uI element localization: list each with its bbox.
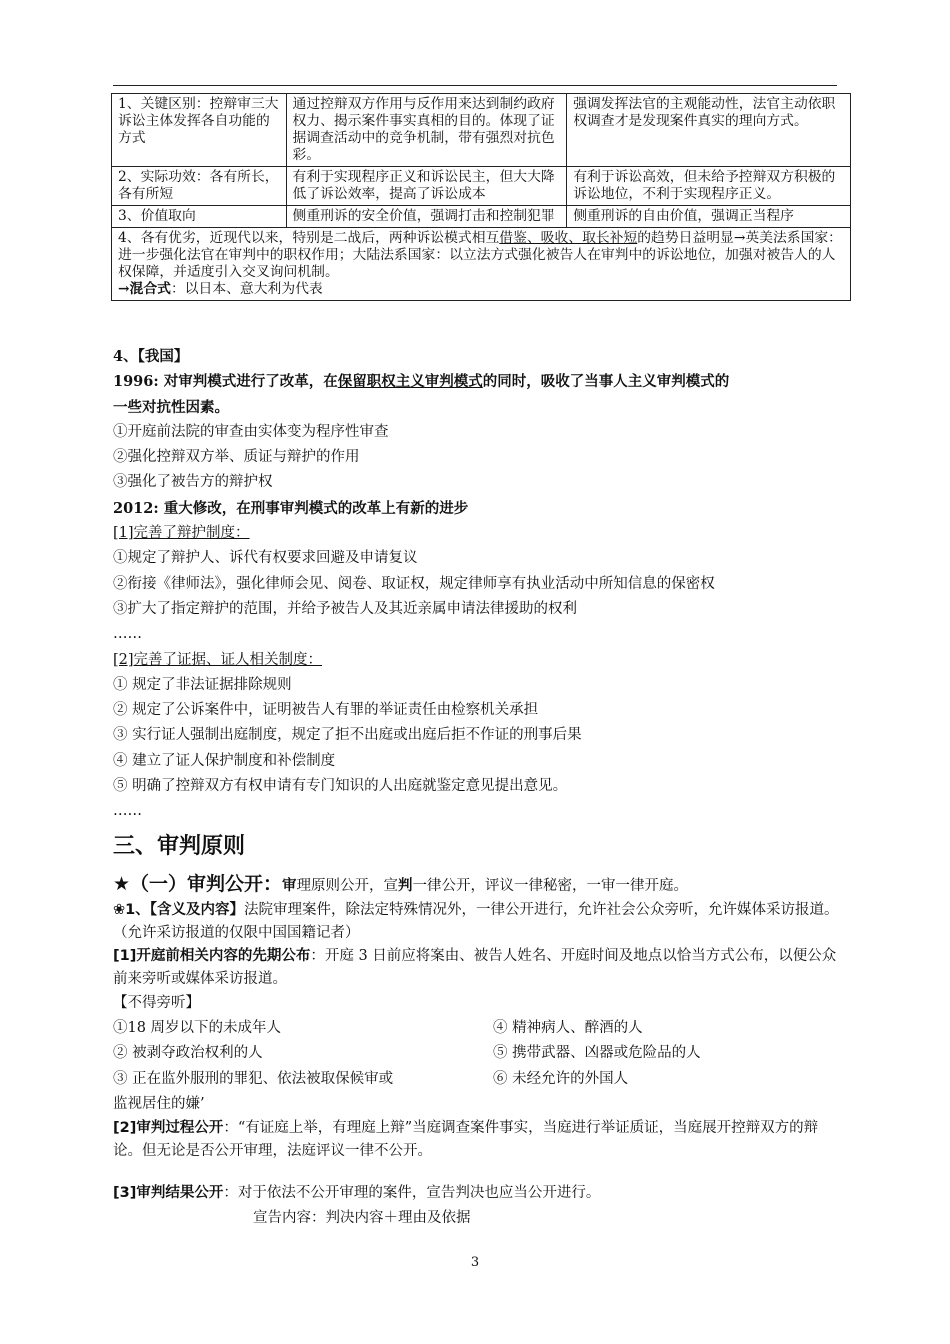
comparison-table — [111, 93, 851, 301]
list-item: ①规定了辩护人、诉代有权要求回避及申请复议 — [113, 550, 418, 567]
no-listen-list — [113, 1016, 843, 1117]
subheading-defense: [1]完善了辩护制度： — [113, 525, 250, 542]
list-item: ③扩大了指定辩护的范围，并给予被告人及其近亲属申请法律援助的权利 — [113, 600, 577, 617]
list-item: ②衔接《律师法》，强化律师会见、阅卷、取证权，规定律师享有执业活动中所知信息的保密权 — [113, 575, 715, 592]
no-listen-heading: 【不得旁听】 — [113, 994, 200, 1011]
paragraph-text: ：“有证庭上举，有理庭上辩”当庭调查案件事实，当庭进行举证质证，当庭展开控辩双方的辩论。但无论是否公开审理，法庭评议一律不公开。 — [113, 1120, 819, 1160]
header-rule — [113, 85, 837, 86]
list-item: ③ 实行证人强制出庭制度，规定了拒不出庭或出庭后拒不作证的刑事后果 — [113, 727, 582, 744]
list-item: ② 被剥夺政治权利的人 — [113, 1045, 263, 1062]
table-cell: 通过控辩双方作用与反作用来达到制约政府权力、揭示案件事实真相的目的。体现了证据调查活动中的竞争机制，带有强烈对抗色彩。 — [286, 94, 567, 167]
table-cell: 3、价值取向 — [112, 206, 287, 228]
list-item: 监视居住的嫌’ — [113, 1095, 205, 1112]
no-listen-col-right — [493, 1016, 843, 1117]
summary-text-pre: 4、各有优劣，近现代以来，特别是二战后，两种诉讼模式相互 — [118, 230, 500, 246]
paragraph-label: ❀1、【含义及内容】 — [113, 901, 244, 918]
subsection-desc: 理原则公开，宣 — [296, 877, 399, 894]
list-item: ③强化了被告方的辩护权 — [113, 474, 273, 491]
list-item: ⑤ 携带武器、凶器或危险品的人 — [493, 1045, 701, 1062]
table-cell: 1、关键区别：控辩审三大诉讼主体发挥各自功能的方式 — [112, 94, 287, 167]
table-cell: 有利于诉讼高效，但未给予控辩双方积极的诉讼地位，不利于实现程序正义。 — [567, 167, 851, 206]
section-title: 三、审判原则 — [113, 833, 246, 859]
ellipsis: …… — [113, 803, 142, 820]
paragraph-prior-notice — [113, 945, 843, 991]
ellipsis: …… — [113, 626, 142, 643]
list-item: ⑥ 未经允许的外国人 — [493, 1070, 629, 1087]
no-listen-col-left — [113, 1016, 493, 1117]
list-item: ①开庭前法院的审查由实体变为程序性审查 — [113, 423, 389, 440]
list-item: ①18 周岁以下的未成年人 — [113, 1019, 282, 1036]
table-row — [112, 206, 851, 228]
table-cell: 强调发挥法官的主观能动性，法官主动依职权调查才是发现案件真实的理向方式。 — [567, 94, 851, 167]
mixed-mode-text: ：以日本、意大利为代表 — [170, 281, 323, 297]
reform-1996-line — [113, 369, 843, 394]
table-row — [112, 167, 851, 206]
list-item: ②强化控辩双方举、质证与辩护的作用 — [113, 449, 360, 466]
subsection-desc-bold: 审 — [282, 877, 297, 894]
list-item: ③ 正在监外服刑的罪犯、依法被取保候审或 — [113, 1070, 394, 1087]
table-cell: 2、实际功效：各有所长，各有所短 — [112, 167, 287, 206]
table-cell: 侧重刑诉的自由价值，强调正当程序 — [567, 206, 851, 228]
paragraph-label: [3]审判结果公开 — [113, 1185, 224, 1202]
table-row — [112, 94, 851, 167]
main-content — [113, 344, 843, 1232]
reform-2012-line: 2012: 重大修改，在刑事审判模式的改革上有新的进步 — [113, 499, 469, 517]
list-item: ② 规定了公诉案件中，证明被告人有罪的举证责任由检察机关承担 — [113, 702, 539, 719]
list-item: ④ 精神病人、醉酒的人 — [493, 1019, 643, 1036]
subheading-evidence: [2]完善了证据、证人相关制度： — [113, 651, 323, 668]
paragraph-process-open — [113, 1117, 843, 1163]
list-item: ④ 建立了证人保护制度和补偿制度 — [113, 752, 336, 769]
paragraph-label: [1]开庭前相关内容的先期公布 — [113, 947, 311, 964]
reform-1996-underlined: 保留职权主义审判模式 — [337, 373, 483, 391]
subsection-desc-bold: 判 — [398, 877, 413, 894]
paragraph-text: ：对于依法不公开审理的案件，宣告判决也应当公开进行。 — [223, 1185, 601, 1202]
paragraph-text: ：开庭 3 日前应将案由、被告人姓名、开庭时间及地点以恰当方式公布，以便公众前来旁听或媒体采访报道。 — [113, 947, 837, 987]
table-cell: 有利于实现程序正义和诉讼民主，但大大降低了诉讼效率，提高了诉讼成本 — [286, 167, 567, 206]
summary-text-post: 的趋势日益明显→英美法系国家：进一步强化法官在审判中的职权作用；大陆法系国家：以立法方式强化被告人在审判中的诉讼地位，加强对被告人的人权保障，并适度引入交叉询问机制。 — [118, 230, 842, 280]
paragraph-result-open — [113, 1181, 843, 1206]
reform-1996-text: 1996: 对审判模式进行了改革，在 — [113, 373, 338, 391]
list-item: ① 规定了非法证据排除规则 — [113, 676, 292, 693]
section-heading-china: 4、【我国】 — [113, 348, 189, 365]
mixed-mode-label: →混合式 — [118, 281, 171, 297]
reform-1996-text-cont: 的同时，吸收了当事人主义审判模式的 — [482, 373, 730, 391]
table-row-summary — [112, 228, 851, 301]
subsection-title-line — [113, 869, 843, 899]
subsection-title: ★（一）审判公开： — [113, 872, 283, 895]
paragraph-label: [2]审判过程公开 — [113, 1120, 224, 1137]
page-number: 3 — [470, 1255, 480, 1270]
reform-1996-line2: 一些对抗性因素。 — [113, 398, 229, 416]
subsection-desc: 一律公开，评议一律秘密，一审一律开庭。 — [412, 877, 689, 894]
paragraph-text: 法院审理案件，除法定特殊情况外，一律公开进行，允许社会公众旁听，允许媒体采访报道。（允许采访报道的仅限中国国籍记者） — [113, 901, 839, 941]
table-cell-summary — [112, 228, 851, 301]
spacer — [113, 1163, 843, 1181]
announcement-content: 宣告内容：判决内容＋理由及依据 — [253, 1210, 471, 1227]
paragraph-meaning — [113, 899, 843, 945]
table-cell: 侧重刑诉的安全价值，强调打击和控制犯罪 — [286, 206, 567, 228]
list-item: ⑤ 明确了控辩双方有权申请有专门知识的人出庭就鉴定意见提出意见。 — [113, 778, 568, 795]
summary-text-underlined: 借鉴、吸收、取长补短 — [499, 230, 638, 246]
